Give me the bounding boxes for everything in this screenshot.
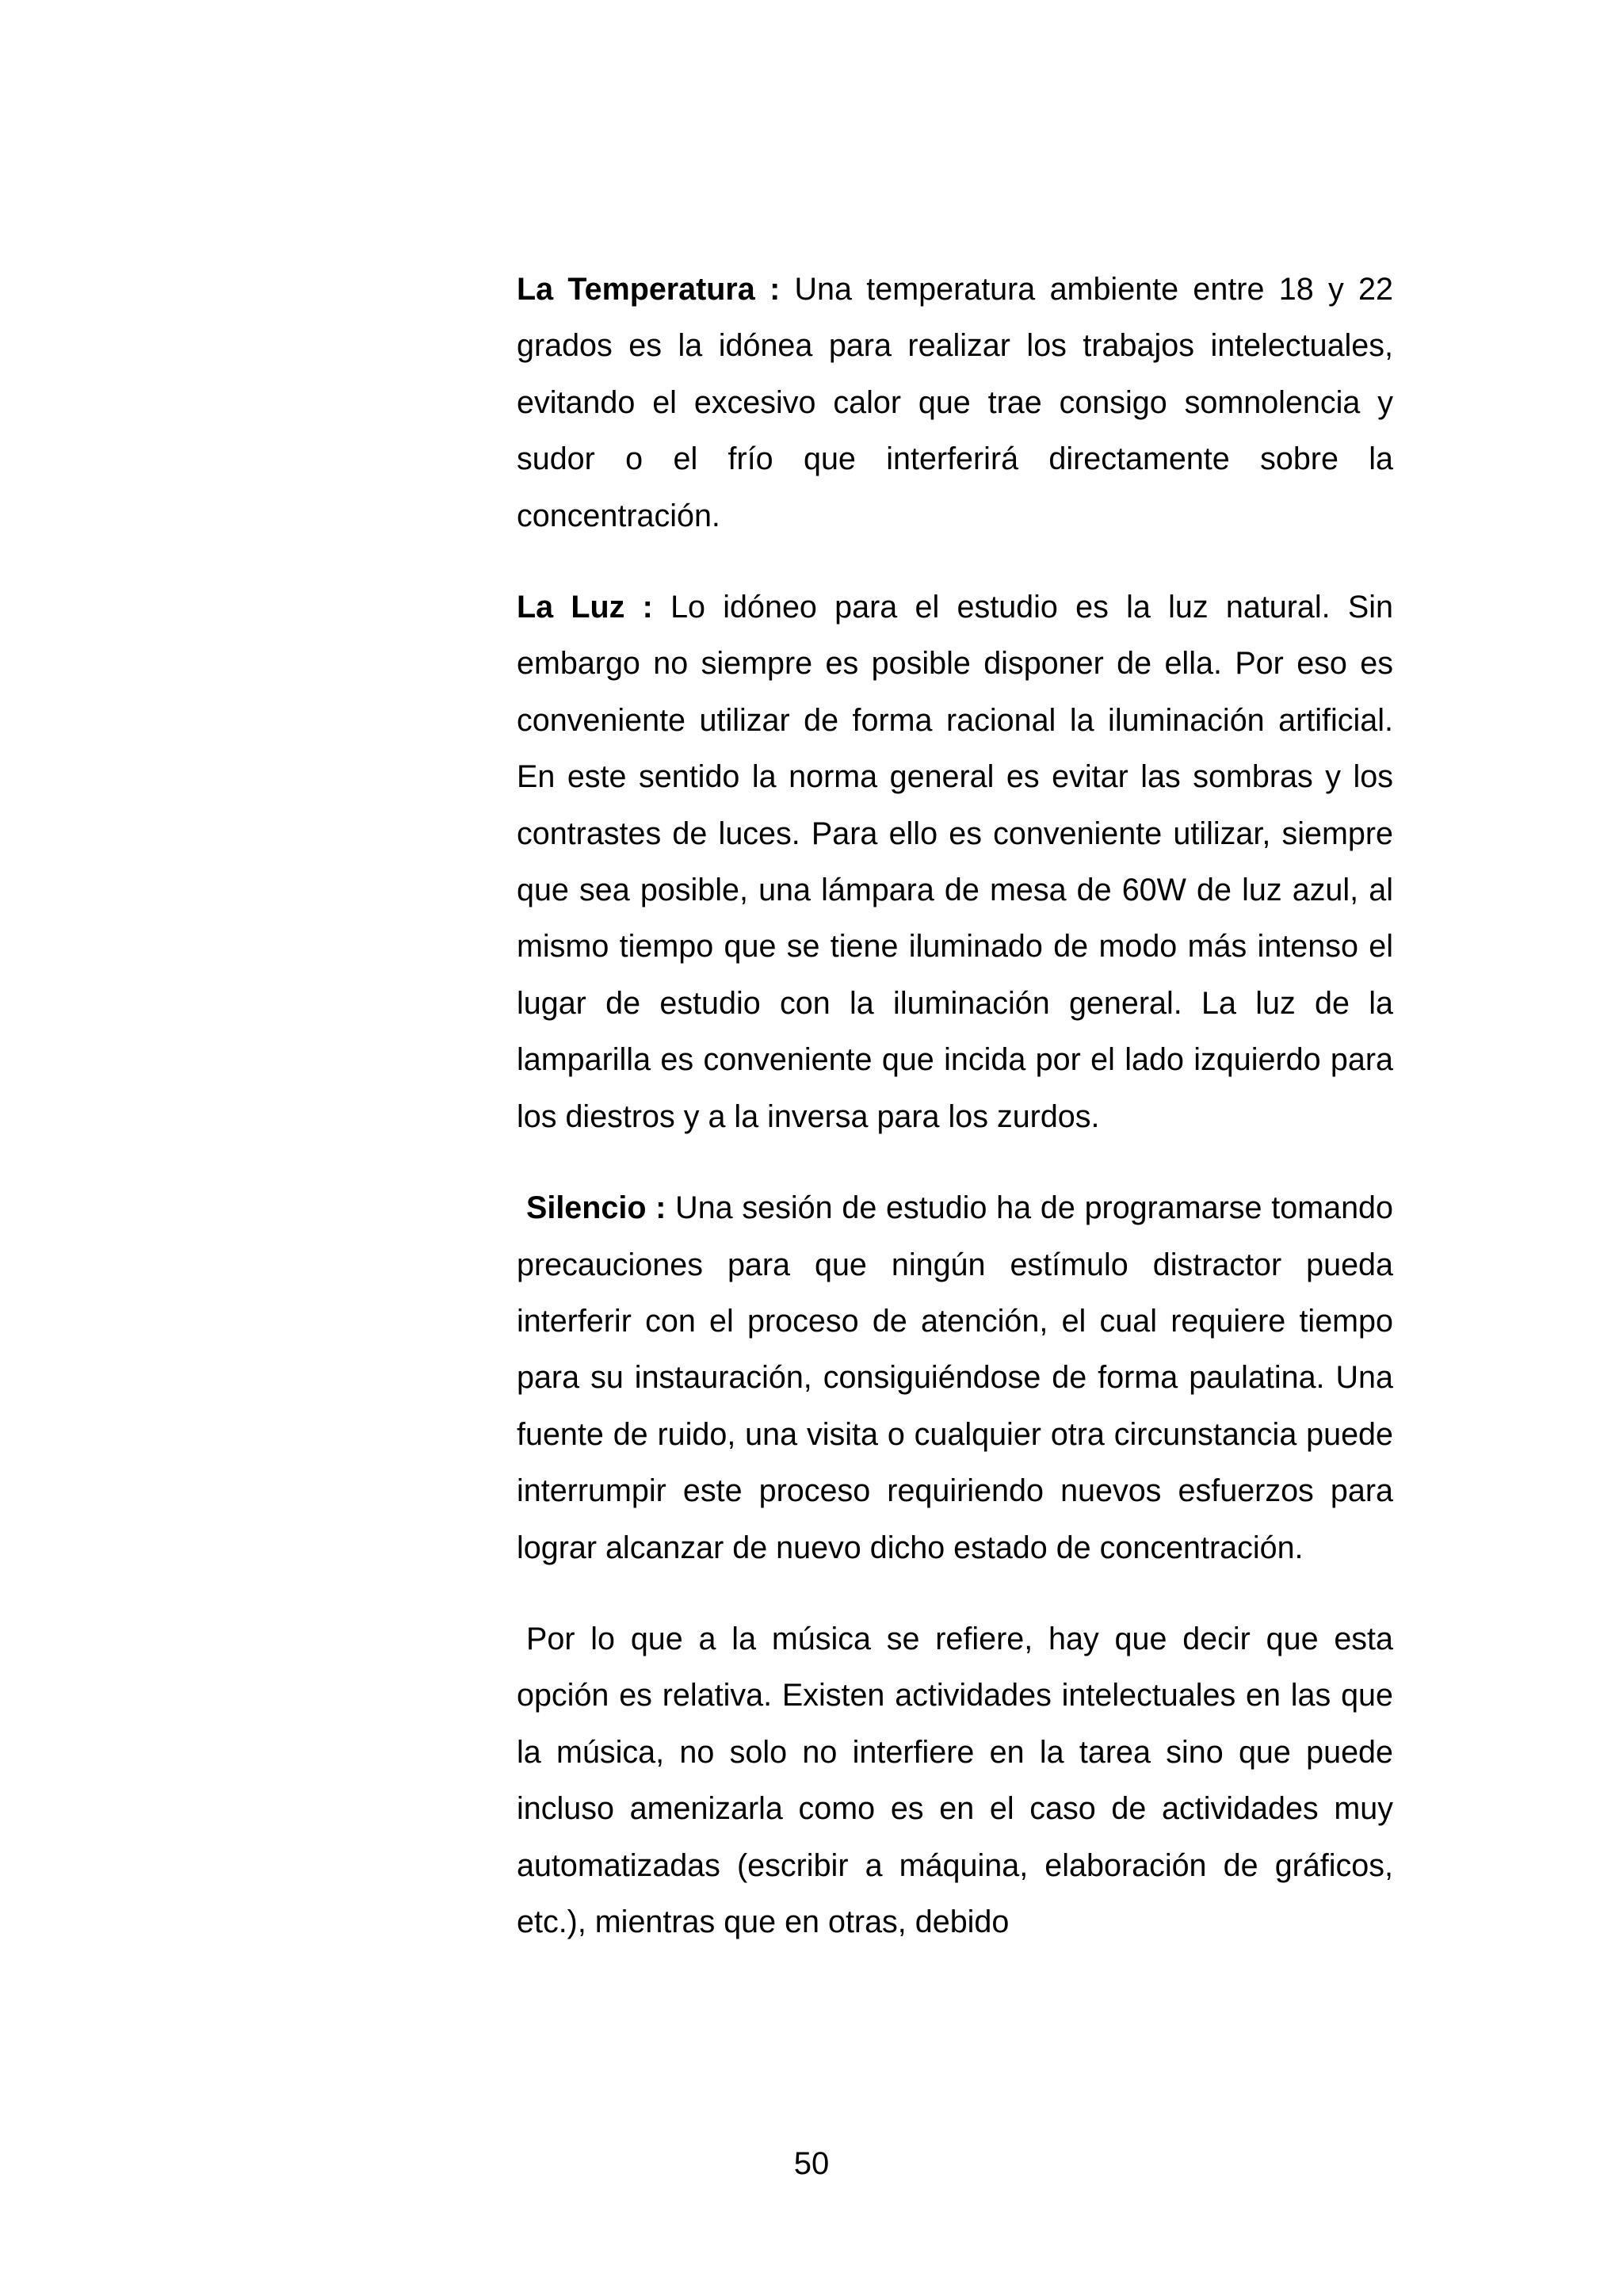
body-text-musica: Por lo que a la música se refiere, hay que decir que esta opción es relativa. Existen actividades intelectuales en las que la música, no solo no interfiere en la tarea sino que puede incluso amenizarla como es en el caso de actividades muy automatizadas (escribir a máquina, elaboración de gráficos, etc.), mientras que en otras, debido [517, 1621, 1393, 1939]
body-text-luz: Lo idóneo para el estudio es la luz natural. Sin embargo no siempre es posible disponer de ella. Por eso es conveniente utilizar de forma racional la iluminación artificial. En este sentido la norma general es evitar las sombras y los contrastes de luces. Para ello es conveniente utilizar, siempre que sea posible, una lámpara de mesa de 60W de luz azul, al mismo tiempo que se tiene iluminado de modo más intenso el lugar de estudio con la iluminación general. La luz de la lamparilla es conveniente que incida por el lado izquierdo para los diestros y a la inversa para los zurdos. [517, 590, 1393, 1134]
body-text-temperatura: Una temperatura ambiente entre 18 y 22 grados es la idónea para realizar los trabajos intelectuales, evitando el excesivo calor que trae consigo somnolencia y sudor o el frío que interferirá directamente sobre la concentración. [517, 272, 1393, 533]
heading-silencio: Silencio : [526, 1190, 666, 1226]
page-body [517, 262, 1393, 1950]
heading-temperatura: La Temperatura : [517, 272, 781, 307]
heading-luz: La Luz : [517, 590, 653, 625]
paragraph-silencio [517, 1180, 1393, 1576]
paragraph-temperatura [517, 262, 1393, 544]
paragraph-musica [517, 1611, 1393, 1950]
body-text-silencio: Una sesión de estudio ha de programarse tomando precauciones para que ningún estímulo distractor pueda interferir con el proceso de atención, el cual requiere tiempo para su instauración, consiguiéndose de forma paulatina. Una fuente de ruido, una visita o cualquier otra circunstancia puede interrumpir este proceso requiriendo nuevos esfuerzos para lograr alcanzar de nuevo dicho estado de concentración. [517, 1190, 1393, 1565]
paragraph-luz [517, 579, 1393, 1145]
page-number: 50 [793, 2146, 830, 2181]
